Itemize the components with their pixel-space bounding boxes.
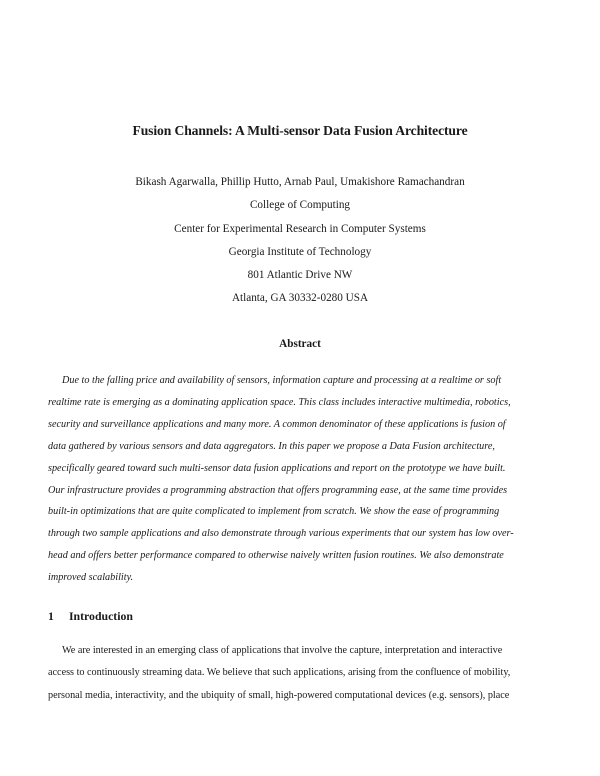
abstract-line: data gathered by various sensors and data aggregators. In this paper we propose a Data Fusion architecture, [48,440,495,452]
abstract-line: through two sample applications and also demonstrate through various experiments that our system has low over- [48,528,514,540]
abstract-line: head and offers better performance compared to otherwise naively written fusion routines. We also demonstrate [48,550,504,562]
affiliation-line: Georgia Institute of Technology [228,245,372,258]
abstract-line: Our infrastructure provides a programming abstraction that offers programming ease, at the same time provides [48,484,508,496]
section-number: 1 [48,609,54,623]
abstract-line: built-in optimizations that are quite complicated to implement from scratch. We show the ease of programming [48,506,500,518]
affiliation-line: Atlanta, GA 30332-0280 USA [231,292,369,305]
author-block [0,171,600,311]
abstract-line: improved scalability. [48,572,134,584]
paper-title: Fusion Channels: A Multi-sensor Data Fusion Architecture [132,123,468,138]
introduction-body [48,640,548,707]
abstract-line: Due to the falling price and availability of sensors, information capture and processing at a realtime or soft [62,375,502,386]
abstract-line: realtime rate is emerging as a dominating application space. This class includes interactive multimedia, robotics, [48,396,511,408]
abstract-line: specifically geared toward such multi-sensor data fusion applications and report on the prototype we have built. [48,462,506,474]
affiliation-line: College of Computing [249,199,351,212]
section-title: Introduction [68,609,133,623]
abstract-body [48,370,535,589]
body-line: We are interested in an emerging class of applications that involve the capture, interpretation and interactive [62,645,503,656]
abstract-heading: Abstract [279,338,321,350]
section-heading [48,609,133,624]
affiliation-line: Center for Experimental Research in Computer Systems [174,222,426,235]
affiliation-line: 801 Atlantic Drive NW [247,269,353,282]
abstract-line: security and surveillance applications and many more. A common denominator of these applications is fusion of [48,418,506,430]
body-line: access to continuously streaming data. We believe that such applications, arising from the confluence of mobility, [48,667,511,679]
body-line: personal media, interactivity, and the ubiquity of small, high-powered computational devices (e.g. sensors), place [48,689,510,701]
author-names: Bikash Agarwalla, Phillip Hutto, Arnab Paul, Umakishore Ramachandran [135,176,465,188]
